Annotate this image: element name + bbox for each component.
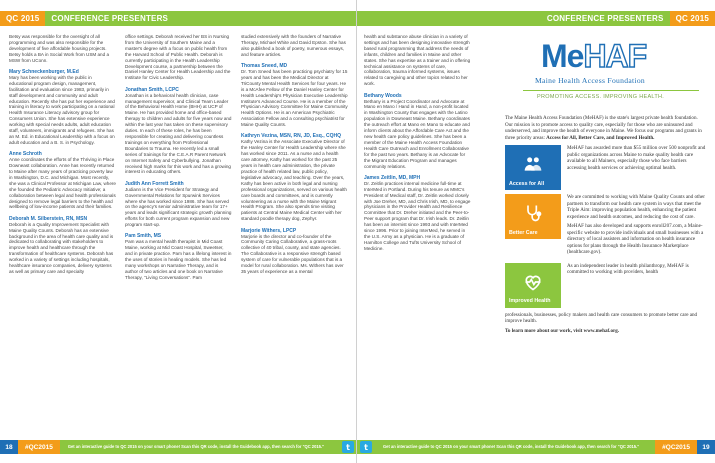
page-number: 18 xyxy=(0,440,18,454)
logo-divider xyxy=(523,90,699,91)
presenter-name: Thomas Sneed, MD xyxy=(241,63,288,70)
presenter-bio: Marjorie is the director and co-founder of the Community Caring Collaborative, a grass-roots collective of 40 tribal, county, and state agencies. The Collaborative is a responsive strength based system of care for vulnerable populations that is a model for rural collaboration. Ms. Withers has over 35 years of experience as a mental xyxy=(241,233,344,274)
presenter-column xyxy=(125,34,232,286)
logo-wordmark: MeHAF xyxy=(541,38,647,74)
priority-paragraph: We are committed to working with Maine Quality Counts and other partners to transform our health care system in ways that meet the Triple Aim: improving population health, enhancing the patient experience and health outcomes, and reducing the cost of care. xyxy=(567,194,705,220)
right-columns xyxy=(364,34,492,257)
ad-body xyxy=(505,115,707,337)
header-brand: QC 2015 xyxy=(670,11,715,26)
mehaf-ad xyxy=(505,34,707,426)
ad-tail xyxy=(505,312,707,335)
hashtag: #QC2015 xyxy=(18,440,60,454)
priority-paragraph: MeHAF has also developed and supports enroll207.com, a Maine-specific website to provide individuals and small businesses with a directory of local assisters and information on health insurance options for plans through the Health Insurance Marketplace (healthcare.gov). xyxy=(567,223,704,255)
presenter-name: Mary Schneckenburger, M.Ed xyxy=(9,68,79,75)
presenter-bio: Dr. Tom Sneed has been practicing psychiatry for 15 years and has been the Medical Director at TriCounty Mental Health Services for four years. He is a McAfee Fellow of the Daniel Hanley Center for Health Leadership's Physician Executive Leadership Institute's Advanced Course. He is a member of the Physician Advisory Committee for Maine Community Health Options. He is an American Psychiatric Association Fellow and a consulting psychiatrist for Maine Quality Counts. xyxy=(241,69,348,128)
twitter-icon: t xyxy=(342,441,354,453)
qr-guide-text: Get an interactive guide to QC 2015 on your smart phone! Scan this QR code, install the Guidebook app, then search for "QC 2015." xyxy=(60,440,339,454)
logo-tagline: PROMOTING ACCESS. IMPROVING HEALTH. xyxy=(537,94,665,100)
ad-section xyxy=(505,145,707,190)
hashtag: #QC2015 xyxy=(655,440,697,454)
priority-label: Better Care xyxy=(509,229,538,236)
twitter-link[interactable] xyxy=(339,440,357,454)
presenter-column xyxy=(364,34,471,257)
people-icon xyxy=(523,154,543,174)
presenter-bio: Bethany is a Project Coordinator and Advocate at Mano en Mano / Hand in Hand, a non-profit located in Washington County that engages with the Latino population in Downeast Maine. Bethany coordinates the outreach effort at Mano en Mano to educate and inform clients about the Affordable Care Act and the new health care policy guidelines. She has been a member of the Maine Health Access Foundation Health Care Outreach and Enrollment Collaborative for the past two years. Bethany is an Advocate for the Migrant Education Program and manages community relations. xyxy=(364,98,470,169)
priority-label: Improved Health xyxy=(509,298,551,304)
stethoscope-icon xyxy=(523,203,543,223)
header-section-title: CONFERENCE PRESENTERS xyxy=(45,11,357,26)
presenter-name: Bethany Woods xyxy=(364,92,402,99)
presenter-bio: Deborah is a Quality Improvement Specialist with Maine Quality Counts. Deborah has an extensive background in the area of health care quality and is dedicated to collaborating with stakeholders to improve health and healthcare through the transformation of healthcare systems. Deborah has worked in a variety of settings including hospitals, healthcare insurance companies, delivery systems as well as primary care and specialty xyxy=(9,221,114,274)
priority-badge xyxy=(505,263,561,308)
presenter-name: Marjorie Withers, LPCP xyxy=(241,227,297,234)
header-brand: QC 2015 xyxy=(0,11,45,26)
ad-intro: The Maine Health Access Foundation (MeHAF) is the state's largest private health foundation. Our mission is to promote access to quality care, especially for those who are uninsured and underserved, and improve the health of everyone in Maine. We focus our programs and grants in three priority areas: Access for All, Better Care, and Improved Health. xyxy=(505,115,702,141)
twitter-link[interactable] xyxy=(357,440,375,454)
presenter-bio: studied extensively with the founders of Narrative Therapy, Michael White and David Epston. She has also published a book of poetry, numerous essays, and feature articles. xyxy=(241,34,346,57)
presenter-bio: Mary has been working with the public in educational program design, management, facilitation and evaluation since 1983, primarily in staff development and community and adult education. Recently she has put her experience and training in literacy to work participating on a national Health Insurance Literacy advisory group for Consumers Union. She has extensive experience working with special needs adults, adult education staff, volunteers, immigrants and refugees. She has an M. Ed. in Educational Leadership with a focus on adult education and a B. S. in Psychology. xyxy=(9,74,115,145)
right-header xyxy=(357,11,715,26)
presenter-name: Anne Schroth xyxy=(9,151,42,158)
priority-badge xyxy=(505,194,561,239)
presenter-name: Judith Ann Forrett Smith xyxy=(125,180,184,187)
right-footer xyxy=(357,440,715,454)
priority-text xyxy=(567,145,707,190)
mehaf-logo xyxy=(515,34,705,112)
ad-cta-link[interactable]: To learn more about our work, visit www.mehaf.org. xyxy=(505,327,620,334)
qr-guide-text: Get an interactive guide to QC 2015 on your smart phone! Scan this QR code, install the Guidebook app, then search for "QC 2015." xyxy=(375,440,655,454)
left-columns xyxy=(9,34,349,286)
presenter-bio: Jonathan is a behavioral health clinician, case management supervisor, and Clinical Team Leader of the Behavioral Health Home (BHH) at UCP of Maine. He has provided home and office-based therapy to children and adults for five years now and within the last year has taken on these supervisory duties. In each of these roles, he has been responsible for creating and delivering countless trainings on everything from Professional Boundaries to Trauma. He recently led a small series of trainings for the C.E.A.R Parent Network on Internet Safety and Cyberbullying. Jonathan received high marks for this work and has a growing interest in educating others. xyxy=(125,92,232,175)
presenter-column xyxy=(241,34,348,286)
heart-pulse-icon xyxy=(523,272,543,292)
presenter-column xyxy=(9,34,116,286)
page-number: 19 xyxy=(697,440,715,454)
left-header xyxy=(0,11,357,26)
presenter-name: Kathryn Vezina, MSN, RN, JD, Esq., CQHQ xyxy=(241,133,342,140)
priority-paragraph: MeHAF has awarded more than $55 million over 500 nonprofit and public organizations across Maine to make quality health care available to all Mainers, especially those who face barriers accessing health services or achieving optimal health. xyxy=(567,145,706,171)
right-page xyxy=(357,0,715,463)
presenter-name: Deborah M. Silberstein, RN, MSN xyxy=(9,215,88,222)
presenter-name: James Zeitlin, MD, MPH xyxy=(364,174,421,181)
presenter-name: Pam Smith, MS xyxy=(125,233,162,240)
presenter-bio: Pam was a mental health therapist in Mid Coast Maine, working at Mid Coast Hospital, Sweetser, and in private practice. Pam has a lifelong interest in the uses of stories in healing models. She has led many workshops on Narrative Therapy, and is author of two articles and one book on Narrative Therapy, "Living Conversations". Pam xyxy=(125,239,232,280)
priority-text xyxy=(567,194,707,259)
presenter-bio: Kathy Vezina is the Associate Executive Director of the Hanley Center for Health Leadership where she has worked since 2011. As a nurse and a health care attorney, Kathy has worked for the past 25 years in health care administration, the private practice of health related law, public policy, legislative advocacy, and teaching. Over the years, Kathy has been active in both legal and nursing professional organizations, served on various health care boards and committees, and is currently volunteering as a nurse with the Maine Migrant Health Program. She also spends time visiting patients at Central Maine Medical Center with her standard poodle therapy dog, Zephyr. xyxy=(241,139,347,222)
presenter-bio: Betsy was responsible for the oversight of all programming and was also responsible for the development of five affordable housing projects. Betsy holds a BA in Social Work from USM and a MSW from UConn. xyxy=(9,34,109,63)
left-footer xyxy=(0,440,357,454)
presenter-bio: Judiann is the Vice President for Strategy and Governmental Relations for Spurwink Services where she has worked since 1986. She has served on the agency's senior administrative team for 17+ years and leads significant strategic growth planning efforts for both current program expansion and new program start-up. xyxy=(125,186,232,228)
twitter-icon: t xyxy=(360,441,372,453)
priority-badge xyxy=(505,145,561,190)
presenter-bio: Dr. Zeitlin practices internal medicine full-time at InterMed in Portland. During his tenure as MMC's President of Medical staff, Dr. Zeitlin worked closely with Joe Dreher, MD, and Chris Irish, MD, to engage physicians in the Provider Health and Resilience Committee that Dr. Dreher initiated and the Peer-to-Peer support program that Dr. Irish leads. Dr. Zeitlin has been an internist since 1993 and with InterMed since 1996. Prior to joining InterMed, he served in the U.S. Army as a physician. He is a graduate of Hamilton College and Tufts University School of Medicine. xyxy=(364,180,471,251)
presenter-name: Jonathan Smith, LCPC xyxy=(125,86,179,93)
priority-label: Access for All xyxy=(509,180,545,187)
priority-paragraph: As an independent leader in health philanthropy, MeHAF is committed to working with providers, health xyxy=(567,262,689,275)
ad-tail-text: professionals, businesses, policy makers and health care consumers to promote better care and improve health. xyxy=(505,311,698,324)
presenter-bio: Anne coordinates the efforts of the Thriving in Place Downeast collaboration. Anne has recently returned to Maine after many years of practicing poverty law in Washington, D.C. and Michigan. Most recently, she was a Clinical Professor at Michigan Law, where she founded the Pediatric Advocacy Initiative; a collaboration between legal and health professionals designed to remove legal barriers to the health and wellbeing of low-income patients and their families. xyxy=(9,157,116,210)
presenter-bio: office settings. Deborah received her BS in Nursing from the University of Southern Maine and a master's degree with a focus on public health from the Harvard School of Public Health. Deborah is currently participating in the Health Leadership Development course, a partnership between the Daniel Hanley Center for Health Leadership and the Institute for Civic Leadership. xyxy=(125,34,231,81)
ad-sections xyxy=(505,145,707,308)
ad-section xyxy=(505,194,707,259)
presenter-bio: health and substance abuse clinician in a variety of settings and has been designing innovative strength based rural programming that address the needs of infants, children and families in Maine and other states. She has expertise as a trainer and in offering technical assistance on systems of care, collaboration, trauma informed systems, issues related to caregiving and other topics related to her work. xyxy=(364,34,471,87)
left-page xyxy=(0,0,357,463)
priority-text xyxy=(567,263,707,308)
logo-subtitle: Maine Health Access Foundation xyxy=(535,76,646,85)
header-section-title: CONFERENCE PRESENTERS xyxy=(357,11,670,26)
ad-section xyxy=(505,263,707,308)
